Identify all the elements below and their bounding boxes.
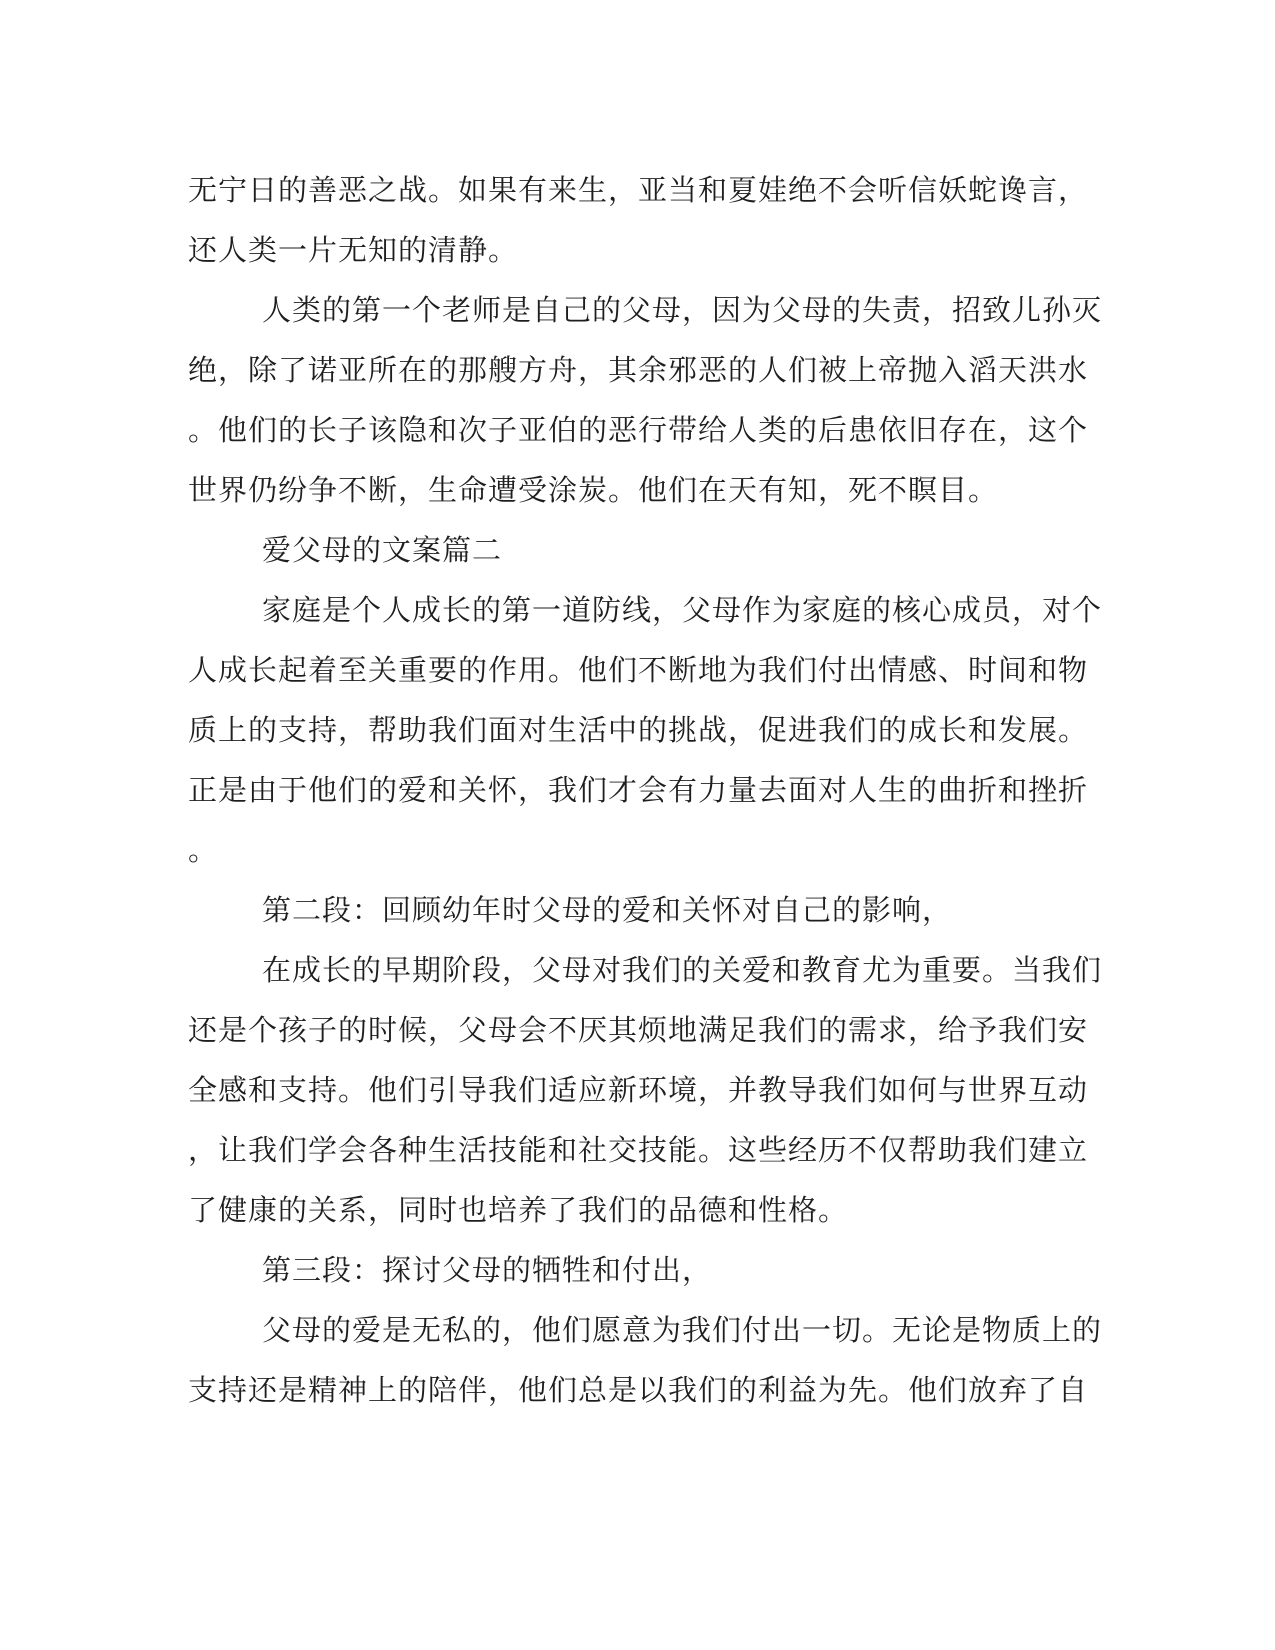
text-line: 无宁日的善恶之战。如果有来生，亚当和夏娃绝不会听信妖蛇谗言，: [188, 173, 1089, 207]
text-line: 在成长的早期阶段，父母对我们的关爱和教育尤为重要。当我们: [262, 953, 1103, 987]
text-line: 了健康的关系，同时也培养了我们的品德和性格。: [188, 1193, 849, 1227]
text-line: 正是由于他们的爱和关怀，我们才会有力量去面对人生的曲折和挫折: [188, 773, 1089, 807]
text-line: 。他们的长子该隐和次子亚伯的恶行带给人类的后患依旧存在，这个: [188, 413, 1089, 447]
text-line: 支持还是精神上的陪伴，他们总是以我们的利益为先。他们放弃了自: [188, 1373, 1089, 1407]
document-body: [188, 160, 1103, 1420]
text-line: 人类的第一个老师是自己的父母，因为父母的失责，招致儿孙灭: [262, 293, 1103, 327]
section-heading: 第二段：回顾幼年时父母的爱和关怀对自己的影响，: [262, 893, 953, 927]
section-heading: 第三段：探讨父母的牺牲和付出，: [262, 1253, 713, 1287]
text-line: 家庭是个人成长的第一道防线，父母作为家庭的核心成员，对个: [262, 593, 1103, 627]
text-line: ，让我们学会各种生活技能和社交技能。这些经历不仅帮助我们建立: [188, 1133, 1089, 1167]
section-heading: 爱父母的文案篇二: [262, 533, 503, 567]
text-line: 绝，除了诺亚所在的那艘方舟，其余邪恶的人们被上帝抛入滔天洪水: [188, 353, 1089, 387]
text-line: 人成长起着至关重要的作用。他们不断地为我们付出情感、时间和物: [188, 653, 1089, 687]
text-line: 全感和支持。他们引导我们适应新环境，并教导我们如何与世界互动: [188, 1073, 1089, 1107]
text-line: 世界仍纷争不断，生命遭受涂炭。他们在天有知，死不瞑目。: [188, 473, 999, 507]
text-line: 还是个孩子的时候，父母会不厌其烦地满足我们的需求，给予我们安: [188, 1013, 1089, 1047]
text-line: 父母的爱是无私的，他们愿意为我们付出一切。无论是物质上的: [262, 1313, 1103, 1347]
text-line: 质上的支持，帮助我们面对生活中的挑战，促进我们的成长和发展。: [188, 713, 1089, 747]
text-line: 还人类一片无知的清静。: [188, 233, 519, 267]
text-line: 。: [188, 833, 219, 867]
